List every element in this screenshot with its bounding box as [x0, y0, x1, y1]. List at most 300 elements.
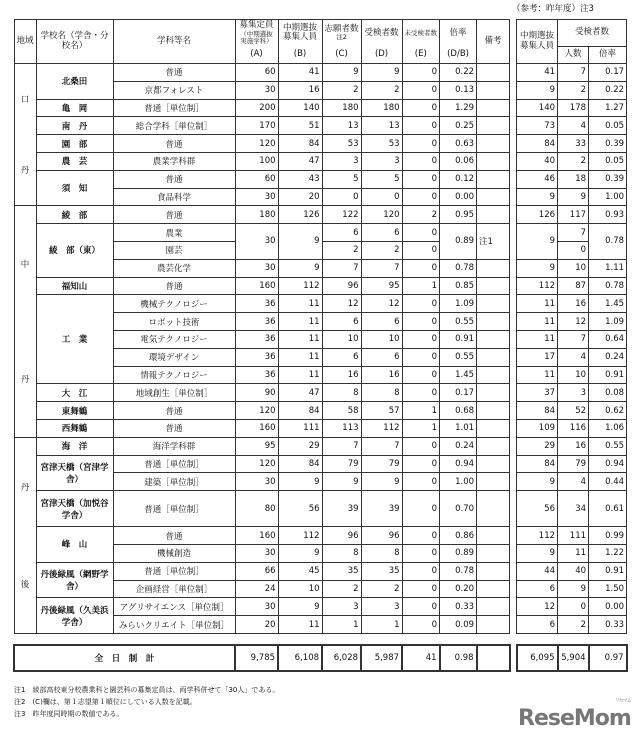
remarks-cell: 注1 — [477, 224, 510, 260]
cell-d: 8 — [361, 384, 402, 402]
prev-pn: 178 — [558, 99, 589, 117]
spacer — [510, 259, 517, 277]
header-prev-n: 人数 — [558, 47, 589, 64]
remarks-cell — [477, 437, 510, 455]
cell-r: 0.89 — [440, 224, 477, 260]
prev-pr: 1.09 — [589, 313, 627, 331]
department-name: みらいクリエイト［単位制］ — [113, 616, 235, 634]
remarks-cell — [477, 295, 510, 313]
cell-a: 30 — [235, 81, 278, 99]
region-char: 口 — [20, 95, 30, 106]
cell-a: 90 — [235, 384, 278, 402]
cell-b: 9 — [278, 224, 322, 260]
spacer — [510, 598, 517, 616]
cell-r: 0.55 — [440, 348, 477, 366]
prev-pb: 9 — [517, 259, 558, 277]
cell-a: 30 — [235, 224, 278, 260]
table-row — [14, 99, 627, 117]
cell-a: 30 — [235, 473, 278, 491]
prev-pr: 0.78 — [589, 277, 627, 295]
cell-d: 95 — [361, 277, 402, 295]
cell-e: 0 — [402, 366, 440, 384]
remarks-cell — [477, 277, 510, 295]
cell-a: 60 — [235, 170, 278, 188]
cell-c: 13 — [322, 117, 361, 135]
cell-b: 51 — [278, 117, 322, 135]
prev-pr: 0.39 — [589, 170, 627, 188]
cell-a: 160 — [235, 419, 278, 437]
footnote-2: 注2 (C)欄は、第１志望第１順位にしている人数を記載。 — [14, 698, 197, 706]
header-prev-b: 中期選抜募集人員 — [517, 20, 558, 64]
cell-b: 112 — [278, 527, 322, 545]
prev-pb: 112 — [517, 527, 558, 545]
cell-c: 7 — [322, 437, 361, 455]
cell-c: 79 — [322, 455, 361, 473]
remarks-cell — [477, 330, 510, 348]
cell-r: 0.22 — [440, 64, 477, 82]
department-name: 環境デザイン — [113, 348, 235, 366]
prev-pb: 11 — [517, 330, 558, 348]
cell-a: 30 — [235, 598, 278, 616]
cell-a: 66 — [235, 562, 278, 580]
code-b: (B) — [278, 47, 322, 64]
cell-d: 96 — [361, 527, 402, 545]
cell-a: 95 — [235, 437, 278, 455]
department-name: 普通［単位制］ — [113, 99, 235, 117]
prev-pr: 1.11 — [589, 259, 627, 277]
spacer — [510, 491, 517, 527]
cell-d: 6 — [361, 313, 402, 331]
cell-a: 30 — [235, 188, 278, 206]
department-name: 京都フォレスト — [113, 81, 235, 99]
prev-pn: 40 — [558, 562, 589, 580]
cell-b: 84 — [278, 455, 322, 473]
table-row — [14, 419, 627, 437]
cell-d: 9 — [361, 473, 402, 491]
cell-d: 2 — [361, 81, 402, 99]
school-name: 北桑田 — [36, 64, 113, 100]
department-name: 普通 — [113, 206, 235, 224]
cell-b: 9 — [278, 259, 322, 277]
prev-pn: 10 — [558, 366, 589, 384]
prev-pb: 9 — [517, 224, 558, 260]
prev-pn: 0 — [558, 598, 589, 616]
cell-e: 0 — [402, 562, 440, 580]
cell-r: 0.94 — [440, 455, 477, 473]
cell-d: 7 — [361, 437, 402, 455]
cell-d: 6 — [361, 224, 402, 242]
cell-r: 0.25 — [440, 117, 477, 135]
cell-r: 1.09 — [440, 295, 477, 313]
cell-a: 36 — [235, 348, 278, 366]
cell-d: 6 — [361, 348, 402, 366]
department-name: 普通 — [113, 64, 235, 82]
remarks-cell — [477, 473, 510, 491]
prev-pb: 84 — [517, 135, 558, 153]
table-row — [14, 206, 627, 224]
prev-pr: 0.94 — [589, 455, 627, 473]
prev-pr: 1.06 — [589, 419, 627, 437]
cell-a: 200 — [235, 99, 278, 117]
prev-pb: 6 — [517, 616, 558, 634]
prev-pr: 0.91 — [589, 562, 627, 580]
prev-pr: 0.39 — [589, 135, 627, 153]
prev-pr: 1.00 — [589, 188, 627, 206]
cell-b: 9 — [278, 473, 322, 491]
table-row — [14, 598, 627, 616]
header-r: 倍率 — [440, 20, 477, 47]
cell-c: 6 — [322, 313, 361, 331]
school-name: 西舞鶴 — [36, 419, 113, 437]
cell-e: 0 — [402, 241, 440, 259]
cell-a: 36 — [235, 313, 278, 331]
prev-pn: 16 — [558, 437, 589, 455]
table-row — [14, 64, 627, 82]
spacer — [510, 645, 517, 671]
header-d: 受検者数 — [361, 20, 402, 47]
cell-a: 160 — [235, 277, 278, 295]
region-char: 丹 — [20, 166, 30, 177]
total-prev-pr: 0.97 — [589, 645, 627, 671]
cell-e: 0 — [402, 330, 440, 348]
cell-r: 0.20 — [440, 580, 477, 598]
cell-b: 47 — [278, 384, 322, 402]
cell-b: 11 — [278, 348, 322, 366]
prev-pb: 73 — [517, 117, 558, 135]
cell-c: 8 — [322, 384, 361, 402]
prev-pr: 1.27 — [589, 99, 627, 117]
table-row — [14, 562, 627, 580]
cell-c: 96 — [322, 527, 361, 545]
cell-d: 13 — [361, 117, 402, 135]
prev-pn: 2 — [558, 616, 589, 634]
cell-e: 0 — [402, 384, 440, 402]
cell-d: 2 — [361, 580, 402, 598]
header-prev-group: 受検者数 — [558, 20, 627, 47]
total-remarks — [477, 645, 510, 671]
cell-r: 0.63 — [440, 135, 477, 153]
table-row — [14, 277, 627, 295]
cell-d: 12 — [361, 295, 402, 313]
spacer — [510, 562, 517, 580]
prev-pr: 0.08 — [589, 384, 627, 402]
cell-d: 112 — [361, 419, 402, 437]
cell-r: 0.85 — [440, 277, 477, 295]
cell-r: 0.89 — [440, 544, 477, 562]
cell-d: 120 — [361, 206, 402, 224]
school-name: 南 丹 — [36, 117, 113, 135]
prev-pn: 79 — [558, 455, 589, 473]
prev-pb: 9 — [517, 188, 558, 206]
remarks-cell — [477, 580, 510, 598]
school-name: 丹後緑風（久美浜学舎） — [36, 598, 113, 634]
spacer — [510, 313, 517, 331]
prev-pb: 11 — [517, 295, 558, 313]
cell-a: 170 — [235, 117, 278, 135]
prev-pr: 0.17 — [589, 64, 627, 82]
school-name: 亀 岡 — [36, 99, 113, 117]
prev-pb: 44 — [517, 562, 558, 580]
prev-pr: 0.62 — [589, 402, 627, 420]
prev-pr: 0.61 — [589, 491, 627, 527]
cell-a: 36 — [235, 366, 278, 384]
school-name: 須 知 — [36, 170, 113, 206]
department-name: 普通［単位制］ — [113, 562, 235, 580]
region-char: 中 — [20, 259, 30, 270]
remarks-cell — [477, 527, 510, 545]
spacer — [510, 437, 517, 455]
header-region: 地域 — [14, 20, 36, 64]
cell-e: 0 — [402, 152, 440, 170]
cell-c: 6 — [322, 224, 361, 242]
prev-pb: 46 — [517, 170, 558, 188]
cell-d: 57 — [361, 402, 402, 420]
department-name: 普通 — [113, 170, 235, 188]
cell-b: 11 — [278, 330, 322, 348]
table-row — [14, 295, 627, 313]
cell-c: 39 — [322, 491, 361, 527]
department-name: 海洋学科群 — [113, 437, 235, 455]
cell-c: 2 — [322, 81, 361, 99]
department-name: 機械テクノロジー — [113, 295, 235, 313]
resemom-logo: ReseMom リセマム — [518, 698, 631, 731]
school-name: 福知山 — [36, 277, 113, 295]
spacer — [510, 544, 517, 562]
cell-a: 20 — [235, 616, 278, 634]
cell-a: 80 — [235, 491, 278, 527]
cell-b: 20 — [278, 188, 322, 206]
spacer — [510, 419, 517, 437]
prev-pn: 0 — [558, 241, 589, 259]
spacer — [510, 170, 517, 188]
header-c: 志願者数 注2 — [322, 20, 361, 47]
school-name: 東舞鶴 — [36, 402, 113, 420]
spacer — [510, 330, 517, 348]
region-char: 後 — [20, 580, 30, 591]
cell-c: 5 — [322, 170, 361, 188]
cell-a: 120 — [235, 135, 278, 153]
prev-pn: 11 — [558, 544, 589, 562]
total-prev-pn: 5,904 — [558, 645, 589, 671]
table-row — [14, 384, 627, 402]
department-name: 企画経営［単位制］ — [113, 580, 235, 598]
prev-pr: 0.44 — [589, 473, 627, 491]
cell-d: 9 — [361, 64, 402, 82]
cell-r: 1.29 — [440, 99, 477, 117]
spacer — [510, 473, 517, 491]
remarks-cell — [477, 384, 510, 402]
prev-pb: 29 — [517, 437, 558, 455]
school-name: 宮津天橋（加悦谷学舎） — [36, 491, 113, 527]
cell-b: 11 — [278, 295, 322, 313]
department-name: 電気テクノロジー — [113, 330, 235, 348]
cell-a: 100 — [235, 152, 278, 170]
remarks-cell — [477, 259, 510, 277]
department-name: 建築［単位制］ — [113, 473, 235, 491]
prev-pn: 3 — [558, 384, 589, 402]
cell-c: 10 — [322, 330, 361, 348]
cell-e: 0 — [402, 580, 440, 598]
cell-a: 30 — [235, 259, 278, 277]
cell-r: 0.78 — [440, 259, 477, 277]
spacer — [510, 295, 517, 313]
school-name: 農 芸 — [36, 152, 113, 170]
department-name: 食品科学 — [113, 188, 235, 206]
cell-c: 16 — [322, 366, 361, 384]
cell-e: 0 — [402, 135, 440, 153]
cell-e: 0 — [402, 313, 440, 331]
cell-a: 120 — [235, 402, 278, 420]
spacer — [510, 455, 517, 473]
prev-pn: 116 — [558, 419, 589, 437]
prev-pb: 11 — [517, 313, 558, 331]
cell-d: 1 — [361, 616, 402, 634]
cell-c: 9 — [322, 473, 361, 491]
department-name: 普通［単位制］ — [113, 491, 235, 527]
cell-c: 1 — [322, 616, 361, 634]
region-cell — [14, 64, 36, 206]
remarks-cell — [477, 348, 510, 366]
cell-a: 160 — [235, 527, 278, 545]
cell-r: 0.70 — [440, 491, 477, 527]
spacer — [510, 206, 517, 224]
total-d: 5,987 — [361, 645, 402, 671]
spacer — [510, 64, 517, 82]
spacer — [510, 188, 517, 206]
department-name: 普通 — [113, 419, 235, 437]
department-name: 農芸化学 — [113, 259, 235, 277]
cell-c: 6 — [322, 348, 361, 366]
region-cell — [14, 206, 36, 437]
spacer — [510, 117, 517, 135]
cell-b: 111 — [278, 419, 322, 437]
prev-pr: 0.22 — [589, 81, 627, 99]
cell-d: 39 — [361, 491, 402, 527]
spacer — [510, 152, 517, 170]
prev-pn: 111 — [558, 527, 589, 545]
cell-b: 112 — [278, 277, 322, 295]
footnote-1: 注1 綾部高校東分校農業科と園芸科の募集定員は、両学科併せて「30人」である。 — [14, 686, 280, 694]
prev-pr: 0.91 — [589, 366, 627, 384]
prev-pb: 6 — [517, 580, 558, 598]
footnote-3: 注3 昨年度同時期の数値である。 — [14, 710, 124, 718]
cell-r: 1.45 — [440, 366, 477, 384]
cell-r: 0.91 — [440, 330, 477, 348]
prev-pb: 12 — [517, 598, 558, 616]
cell-b: 126 — [278, 206, 322, 224]
code-e: (E) — [402, 47, 440, 64]
cell-d: 8 — [361, 544, 402, 562]
school-name: 宮津天橋（宮津学舎） — [36, 455, 113, 491]
cell-b: 16 — [278, 81, 322, 99]
prev-pr: 0.05 — [589, 117, 627, 135]
school-name: 綾 部（東） — [36, 224, 113, 277]
cell-e: 0 — [402, 544, 440, 562]
cell-c: 0 — [322, 188, 361, 206]
remarks-cell — [477, 616, 510, 634]
cell-b: 10 — [278, 580, 322, 598]
cell-c: 58 — [322, 402, 361, 420]
cell-c: 53 — [322, 135, 361, 153]
code-a: (A) — [235, 47, 278, 64]
header-b: 中期選抜募集人員 — [278, 20, 322, 47]
spacer — [510, 348, 517, 366]
cell-e: 0 — [402, 117, 440, 135]
cell-d: 16 — [361, 366, 402, 384]
department-name: ロボット技術 — [113, 313, 235, 331]
prev-pn: 4 — [558, 473, 589, 491]
cell-d: 10 — [361, 330, 402, 348]
prev-pn: 12 — [558, 313, 589, 331]
prev-pr: 1.22 — [589, 544, 627, 562]
remarks-cell — [477, 562, 510, 580]
prev-pn: 2 — [558, 81, 589, 99]
prev-pn: 9 — [558, 580, 589, 598]
prev-pn: 10 — [558, 259, 589, 277]
header-school: 学校名（学舎・分校名） — [36, 20, 113, 64]
department-name: 普通 — [113, 277, 235, 295]
remarks-cell — [477, 598, 510, 616]
remarks-cell — [477, 99, 510, 117]
prev-pn: 87 — [558, 277, 589, 295]
spacer — [510, 224, 517, 242]
region-cell — [14, 437, 36, 633]
cell-b: 45 — [278, 562, 322, 580]
prev-pr: 0.33 — [589, 616, 627, 634]
cell-b: 140 — [278, 99, 322, 117]
school-name: 峰 山 — [36, 527, 113, 563]
total-label: 全 日 制 計 — [14, 645, 235, 671]
cell-b: 84 — [278, 135, 322, 153]
cell-b: 43 — [278, 170, 322, 188]
department-name: 普通 — [113, 135, 235, 153]
cell-c: 122 — [322, 206, 361, 224]
prev-pn: 7 — [558, 224, 589, 242]
remarks-cell — [477, 64, 510, 82]
department-name: 地域創生［単位制］ — [113, 384, 235, 402]
cell-b: 9 — [278, 544, 322, 562]
prev-pn: 4 — [558, 348, 589, 366]
remarks-cell — [477, 170, 510, 188]
prev-pr: 0.24 — [589, 348, 627, 366]
total-a: 9,785 — [235, 645, 278, 671]
cell-r: 0.13 — [440, 81, 477, 99]
cell-d: 0 — [361, 188, 402, 206]
cell-c: 3 — [322, 598, 361, 616]
prev-pr: 0.64 — [589, 330, 627, 348]
cell-d: 79 — [361, 455, 402, 473]
department-name: 普通［単位制］ — [113, 455, 235, 473]
total-e: 41 — [402, 645, 440, 671]
cell-r: 0.78 — [440, 562, 477, 580]
cell-e: 1 — [402, 419, 440, 437]
prev-pn: 7 — [558, 64, 589, 82]
cell-d: 53 — [361, 135, 402, 153]
header-dept: 学科等名 — [113, 20, 235, 64]
table-row — [14, 117, 627, 135]
remarks-cell — [477, 117, 510, 135]
prev-pn: 34 — [558, 491, 589, 527]
table-row — [14, 455, 627, 473]
cell-c: 12 — [322, 295, 361, 313]
spacer — [510, 402, 517, 420]
cell-d: 3 — [361, 152, 402, 170]
cell-a: 30 — [235, 544, 278, 562]
cell-e: 0 — [402, 455, 440, 473]
cell-r: 0.68 — [440, 402, 477, 420]
table-row — [14, 527, 627, 545]
prev-pb: 109 — [517, 419, 558, 437]
